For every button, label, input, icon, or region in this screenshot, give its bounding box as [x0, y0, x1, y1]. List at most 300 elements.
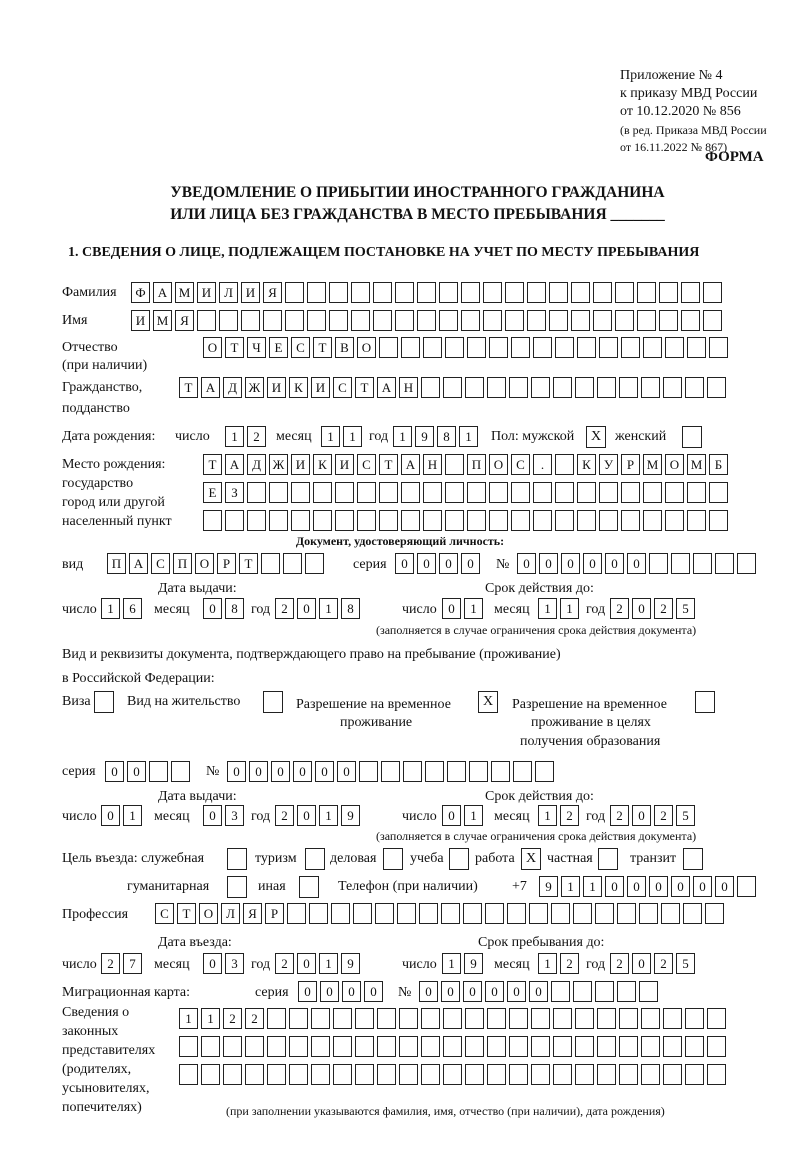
char-cell[interactable]: [709, 510, 728, 531]
char-cell[interactable]: [553, 1036, 572, 1057]
char-cell[interactable]: [595, 981, 614, 1002]
char-cell[interactable]: [439, 310, 458, 331]
doc-valid-day-field[interactable]: [442, 598, 485, 619]
char-cell[interactable]: [553, 1064, 572, 1085]
char-cell[interactable]: 5: [676, 598, 695, 619]
char-cell[interactable]: [685, 1064, 704, 1085]
char-cell[interactable]: [617, 981, 636, 1002]
char-cell[interactable]: Т: [239, 553, 258, 574]
char-cell[interactable]: [467, 337, 486, 358]
char-cell[interactable]: 2: [223, 1008, 242, 1029]
char-cell[interactable]: 2: [247, 426, 266, 447]
char-cell[interactable]: 8: [437, 426, 456, 447]
char-cell[interactable]: [441, 903, 460, 924]
char-cell[interactable]: 9: [341, 805, 360, 826]
char-cell[interactable]: 0: [101, 805, 120, 826]
char-cell[interactable]: 0: [271, 761, 290, 782]
char-cell[interactable]: [593, 282, 612, 303]
char-cell[interactable]: [555, 337, 574, 358]
char-cell[interactable]: О: [665, 454, 684, 475]
char-cell[interactable]: 0: [529, 981, 548, 1002]
char-cell[interactable]: М: [643, 454, 662, 475]
char-cell[interactable]: 1: [464, 805, 483, 826]
char-cell[interactable]: [423, 482, 442, 503]
char-cell[interactable]: [291, 510, 310, 531]
char-cell[interactable]: [419, 903, 438, 924]
char-cell[interactable]: С: [291, 337, 310, 358]
char-cell[interactable]: Б: [709, 454, 728, 475]
char-cell[interactable]: [311, 1008, 330, 1029]
char-cell[interactable]: [267, 1064, 286, 1085]
char-cell[interactable]: 1: [319, 598, 338, 619]
char-cell[interactable]: [335, 482, 354, 503]
char-cell[interactable]: [445, 454, 464, 475]
char-cell[interactable]: А: [153, 282, 172, 303]
char-cell[interactable]: [709, 482, 728, 503]
char-cell[interactable]: [289, 1064, 308, 1085]
char-cell[interactable]: [223, 1036, 242, 1057]
char-cell[interactable]: [509, 377, 528, 398]
right-doc-series-field[interactable]: [105, 761, 192, 782]
char-cell[interactable]: [377, 1036, 396, 1057]
char-cell[interactable]: 2: [610, 805, 629, 826]
right-issue-day-field[interactable]: [101, 805, 144, 826]
char-cell[interactable]: Н: [399, 377, 418, 398]
char-cell[interactable]: 1: [123, 805, 142, 826]
char-cell[interactable]: [663, 377, 682, 398]
char-cell[interactable]: [637, 310, 656, 331]
char-cell[interactable]: С: [357, 454, 376, 475]
migration-card-number-field[interactable]: [419, 981, 660, 1002]
char-cell[interactable]: [665, 510, 684, 531]
birth-day-field[interactable]: [225, 426, 268, 447]
char-cell[interactable]: 1: [225, 426, 244, 447]
char-cell[interactable]: 2: [560, 953, 579, 974]
char-cell[interactable]: [465, 1008, 484, 1029]
char-cell[interactable]: [533, 482, 552, 503]
char-cell[interactable]: Т: [179, 377, 198, 398]
char-cell[interactable]: [549, 310, 568, 331]
char-cell[interactable]: [551, 903, 570, 924]
char-cell[interactable]: [445, 337, 464, 358]
profession-field[interactable]: [155, 903, 726, 924]
char-cell[interactable]: [529, 903, 548, 924]
char-cell[interactable]: Н: [423, 454, 442, 475]
char-cell[interactable]: О: [199, 903, 218, 924]
char-cell[interactable]: [445, 482, 464, 503]
char-cell[interactable]: [659, 310, 678, 331]
char-cell[interactable]: [703, 282, 722, 303]
char-cell[interactable]: [399, 1064, 418, 1085]
char-cell[interactable]: [615, 310, 634, 331]
char-cell[interactable]: 0: [561, 553, 580, 574]
char-cell[interactable]: [511, 482, 530, 503]
surname-field[interactable]: [131, 282, 724, 303]
char-cell[interactable]: [597, 1064, 616, 1085]
char-cell[interactable]: [417, 282, 436, 303]
char-cell[interactable]: [693, 553, 712, 574]
char-cell[interactable]: [487, 377, 506, 398]
char-cell[interactable]: 3: [225, 953, 244, 974]
char-cell[interactable]: [247, 510, 266, 531]
char-cell[interactable]: [291, 482, 310, 503]
char-cell[interactable]: [289, 1008, 308, 1029]
char-cell[interactable]: К: [289, 377, 308, 398]
char-cell[interactable]: 0: [627, 876, 646, 897]
char-cell[interactable]: [335, 510, 354, 531]
char-cell[interactable]: 0: [632, 598, 651, 619]
char-cell[interactable]: 5: [676, 805, 695, 826]
char-cell[interactable]: [487, 1064, 506, 1085]
char-cell[interactable]: С: [333, 377, 352, 398]
char-cell[interactable]: [639, 903, 658, 924]
birthplace-field[interactable]: [203, 510, 730, 531]
char-cell[interactable]: [685, 1008, 704, 1029]
char-cell[interactable]: [289, 1036, 308, 1057]
char-cell[interactable]: [533, 510, 552, 531]
char-cell[interactable]: 0: [442, 805, 461, 826]
char-cell[interactable]: 0: [605, 553, 624, 574]
char-cell[interactable]: У: [599, 454, 618, 475]
char-cell[interactable]: [395, 282, 414, 303]
char-cell[interactable]: 0: [127, 761, 146, 782]
char-cell[interactable]: [555, 454, 574, 475]
char-cell[interactable]: [305, 553, 324, 574]
char-cell[interactable]: [377, 1008, 396, 1029]
char-cell[interactable]: [571, 310, 590, 331]
char-cell[interactable]: [619, 1064, 638, 1085]
right-valid-month-field[interactable]: [538, 805, 581, 826]
char-cell[interactable]: [267, 1008, 286, 1029]
char-cell[interactable]: 1: [459, 426, 478, 447]
doc-kind-field[interactable]: [107, 553, 326, 574]
char-cell[interactable]: М: [687, 454, 706, 475]
char-cell[interactable]: [401, 510, 420, 531]
char-cell[interactable]: [333, 1008, 352, 1029]
char-cell[interactable]: [577, 337, 596, 358]
char-cell[interactable]: [663, 1064, 682, 1085]
char-cell[interactable]: [421, 377, 440, 398]
char-cell[interactable]: [443, 1036, 462, 1057]
char-cell[interactable]: 9: [464, 953, 483, 974]
char-cell[interactable]: 2: [610, 953, 629, 974]
char-cell[interactable]: С: [155, 903, 174, 924]
char-cell[interactable]: [285, 310, 304, 331]
char-cell[interactable]: 0: [320, 981, 339, 1002]
char-cell[interactable]: 0: [364, 981, 383, 1002]
char-cell[interactable]: [351, 310, 370, 331]
char-cell[interactable]: [171, 761, 190, 782]
char-cell[interactable]: [687, 510, 706, 531]
residence-permit-checkbox[interactable]: [263, 691, 283, 713]
char-cell[interactable]: [575, 1064, 594, 1085]
char-cell[interactable]: 9: [415, 426, 434, 447]
char-cell[interactable]: [535, 761, 554, 782]
char-cell[interactable]: Т: [225, 337, 244, 358]
char-cell[interactable]: [401, 337, 420, 358]
char-cell[interactable]: 5: [676, 953, 695, 974]
char-cell[interactable]: [531, 1036, 550, 1057]
char-cell[interactable]: [245, 1064, 264, 1085]
char-cell[interactable]: [511, 510, 530, 531]
char-cell[interactable]: [527, 282, 546, 303]
char-cell[interactable]: Я: [175, 310, 194, 331]
char-cell[interactable]: [665, 337, 684, 358]
char-cell[interactable]: 0: [605, 876, 624, 897]
right-valid-year-field[interactable]: [610, 805, 697, 826]
char-cell[interactable]: [465, 1036, 484, 1057]
char-cell[interactable]: М: [175, 282, 194, 303]
char-cell[interactable]: Р: [217, 553, 236, 574]
char-cell[interactable]: [737, 553, 756, 574]
char-cell[interactable]: [355, 1036, 374, 1057]
char-cell[interactable]: [509, 1008, 528, 1029]
char-cell[interactable]: 2: [275, 598, 294, 619]
char-cell[interactable]: [439, 282, 458, 303]
char-cell[interactable]: [533, 337, 552, 358]
char-cell[interactable]: 0: [297, 953, 316, 974]
char-cell[interactable]: 2: [654, 805, 673, 826]
char-cell[interactable]: [219, 310, 238, 331]
char-cell[interactable]: А: [225, 454, 244, 475]
char-cell[interactable]: 1: [538, 598, 557, 619]
char-cell[interactable]: [329, 310, 348, 331]
char-cell[interactable]: [663, 1036, 682, 1057]
char-cell[interactable]: [649, 553, 668, 574]
char-cell[interactable]: [467, 482, 486, 503]
char-cell[interactable]: [553, 377, 572, 398]
stay-day-field[interactable]: [442, 953, 485, 974]
char-cell[interactable]: 0: [517, 553, 536, 574]
char-cell[interactable]: [311, 1036, 330, 1057]
char-cell[interactable]: 0: [693, 876, 712, 897]
char-cell[interactable]: [681, 282, 700, 303]
char-cell[interactable]: [663, 1008, 682, 1029]
sex-male-checkbox[interactable]: X: [586, 426, 606, 448]
char-cell[interactable]: Р: [621, 454, 640, 475]
char-cell[interactable]: 1: [538, 953, 557, 974]
representatives-field[interactable]: [179, 1036, 728, 1057]
char-cell[interactable]: [681, 310, 700, 331]
char-cell[interactable]: [705, 903, 724, 924]
char-cell[interactable]: [707, 1064, 726, 1085]
char-cell[interactable]: [287, 903, 306, 924]
char-cell[interactable]: [465, 1064, 484, 1085]
char-cell[interactable]: И: [291, 454, 310, 475]
char-cell[interactable]: [685, 1036, 704, 1057]
char-cell[interactable]: 0: [442, 598, 461, 619]
char-cell[interactable]: [685, 377, 704, 398]
temp-residence-checkbox[interactable]: X: [478, 691, 498, 713]
char-cell[interactable]: [505, 310, 524, 331]
char-cell[interactable]: [511, 337, 530, 358]
char-cell[interactable]: 2: [610, 598, 629, 619]
char-cell[interactable]: [599, 337, 618, 358]
char-cell[interactable]: [443, 377, 462, 398]
char-cell[interactable]: 1: [201, 1008, 220, 1029]
char-cell[interactable]: Ч: [247, 337, 266, 358]
char-cell[interactable]: [507, 903, 526, 924]
char-cell[interactable]: З: [225, 482, 244, 503]
char-cell[interactable]: [179, 1064, 198, 1085]
char-cell[interactable]: М: [153, 310, 172, 331]
char-cell[interactable]: П: [173, 553, 192, 574]
char-cell[interactable]: [549, 282, 568, 303]
char-cell[interactable]: [487, 1036, 506, 1057]
char-cell[interactable]: [641, 1064, 660, 1085]
char-cell[interactable]: [399, 1036, 418, 1057]
char-cell[interactable]: Т: [379, 454, 398, 475]
char-cell[interactable]: [637, 282, 656, 303]
char-cell[interactable]: 6: [123, 598, 142, 619]
char-cell[interactable]: [421, 1008, 440, 1029]
char-cell[interactable]: [575, 1036, 594, 1057]
char-cell[interactable]: [571, 282, 590, 303]
char-cell[interactable]: 0: [297, 805, 316, 826]
char-cell[interactable]: 0: [249, 761, 268, 782]
char-cell[interactable]: 0: [417, 553, 436, 574]
char-cell[interactable]: 0: [105, 761, 124, 782]
doc-valid-month-field[interactable]: [538, 598, 581, 619]
right-issue-year-field[interactable]: [275, 805, 362, 826]
phone-field[interactable]: [539, 876, 758, 897]
char-cell[interactable]: [575, 377, 594, 398]
char-cell[interactable]: [201, 1036, 220, 1057]
char-cell[interactable]: [483, 310, 502, 331]
char-cell[interactable]: 0: [342, 981, 361, 1002]
char-cell[interactable]: 2: [275, 953, 294, 974]
char-cell[interactable]: 0: [395, 553, 414, 574]
char-cell[interactable]: [643, 337, 662, 358]
char-cell[interactable]: Ж: [245, 377, 264, 398]
purpose-study-checkbox[interactable]: [449, 848, 469, 870]
char-cell[interactable]: [737, 876, 756, 897]
char-cell[interactable]: К: [313, 454, 332, 475]
char-cell[interactable]: [425, 761, 444, 782]
name-field[interactable]: [131, 310, 724, 331]
char-cell[interactable]: [665, 482, 684, 503]
char-cell[interactable]: [683, 903, 702, 924]
char-cell[interactable]: 1: [319, 805, 338, 826]
char-cell[interactable]: [421, 1064, 440, 1085]
char-cell[interactable]: [489, 510, 508, 531]
char-cell[interactable]: [641, 377, 660, 398]
char-cell[interactable]: [225, 510, 244, 531]
char-cell[interactable]: Д: [247, 454, 266, 475]
char-cell[interactable]: [509, 1064, 528, 1085]
char-cell[interactable]: И: [131, 310, 150, 331]
char-cell[interactable]: С: [151, 553, 170, 574]
char-cell[interactable]: 0: [203, 953, 222, 974]
char-cell[interactable]: Я: [263, 282, 282, 303]
char-cell[interactable]: 2: [275, 805, 294, 826]
char-cell[interactable]: 7: [123, 953, 142, 974]
char-cell[interactable]: [505, 282, 524, 303]
char-cell[interactable]: Л: [221, 903, 240, 924]
char-cell[interactable]: 1: [101, 598, 120, 619]
char-cell[interactable]: [619, 377, 638, 398]
char-cell[interactable]: 0: [203, 805, 222, 826]
char-cell[interactable]: [707, 1008, 726, 1029]
char-cell[interactable]: 0: [463, 981, 482, 1002]
char-cell[interactable]: [381, 761, 400, 782]
migration-card-series-field[interactable]: [298, 981, 385, 1002]
char-cell[interactable]: 1: [561, 876, 580, 897]
char-cell[interactable]: К: [577, 454, 596, 475]
char-cell[interactable]: В: [335, 337, 354, 358]
char-cell[interactable]: [447, 761, 466, 782]
char-cell[interactable]: И: [241, 282, 260, 303]
char-cell[interactable]: [531, 1008, 550, 1029]
stay-year-field[interactable]: [610, 953, 697, 974]
char-cell[interactable]: 0: [227, 761, 246, 782]
char-cell[interactable]: [617, 903, 636, 924]
char-cell[interactable]: Л: [219, 282, 238, 303]
char-cell[interactable]: [443, 1064, 462, 1085]
stay-month-field[interactable]: [538, 953, 581, 974]
citizenship-field[interactable]: [179, 377, 728, 398]
char-cell[interactable]: [399, 1008, 418, 1029]
birthplace-field[interactable]: [203, 482, 730, 503]
char-cell[interactable]: 1: [560, 598, 579, 619]
char-cell[interactable]: [715, 553, 734, 574]
char-cell[interactable]: О: [195, 553, 214, 574]
char-cell[interactable]: [599, 482, 618, 503]
char-cell[interactable]: [373, 282, 392, 303]
char-cell[interactable]: П: [107, 553, 126, 574]
char-cell[interactable]: [203, 510, 222, 531]
char-cell[interactable]: Т: [313, 337, 332, 358]
char-cell[interactable]: [333, 1036, 352, 1057]
char-cell[interactable]: И: [335, 454, 354, 475]
char-cell[interactable]: [445, 510, 464, 531]
char-cell[interactable]: 1: [343, 426, 362, 447]
char-cell[interactable]: А: [377, 377, 396, 398]
char-cell[interactable]: [593, 310, 612, 331]
char-cell[interactable]: Т: [177, 903, 196, 924]
char-cell[interactable]: 0: [293, 761, 312, 782]
purpose-private-checkbox[interactable]: [598, 848, 618, 870]
char-cell[interactable]: [375, 903, 394, 924]
char-cell[interactable]: [489, 482, 508, 503]
char-cell[interactable]: [267, 1036, 286, 1057]
char-cell[interactable]: [491, 761, 510, 782]
char-cell[interactable]: [423, 510, 442, 531]
char-cell[interactable]: О: [357, 337, 376, 358]
char-cell[interactable]: [355, 1008, 374, 1029]
doc-issue-month-field[interactable]: [203, 598, 246, 619]
char-cell[interactable]: 1: [442, 953, 461, 974]
char-cell[interactable]: 9: [539, 876, 558, 897]
char-cell[interactable]: [595, 903, 614, 924]
char-cell[interactable]: [467, 510, 486, 531]
char-cell[interactable]: [577, 510, 596, 531]
char-cell[interactable]: [311, 1064, 330, 1085]
char-cell[interactable]: 2: [654, 598, 673, 619]
char-cell[interactable]: 8: [225, 598, 244, 619]
char-cell[interactable]: 0: [627, 553, 646, 574]
entry-month-field[interactable]: [203, 953, 246, 974]
char-cell[interactable]: Е: [203, 482, 222, 503]
char-cell[interactable]: [527, 310, 546, 331]
purpose-business-checkbox[interactable]: [383, 848, 403, 870]
char-cell[interactable]: 9: [341, 953, 360, 974]
char-cell[interactable]: 2: [245, 1008, 264, 1029]
char-cell[interactable]: [575, 1008, 594, 1029]
doc-valid-year-field[interactable]: [610, 598, 697, 619]
purpose-other-checkbox[interactable]: [299, 876, 319, 898]
birth-month-field[interactable]: [321, 426, 364, 447]
